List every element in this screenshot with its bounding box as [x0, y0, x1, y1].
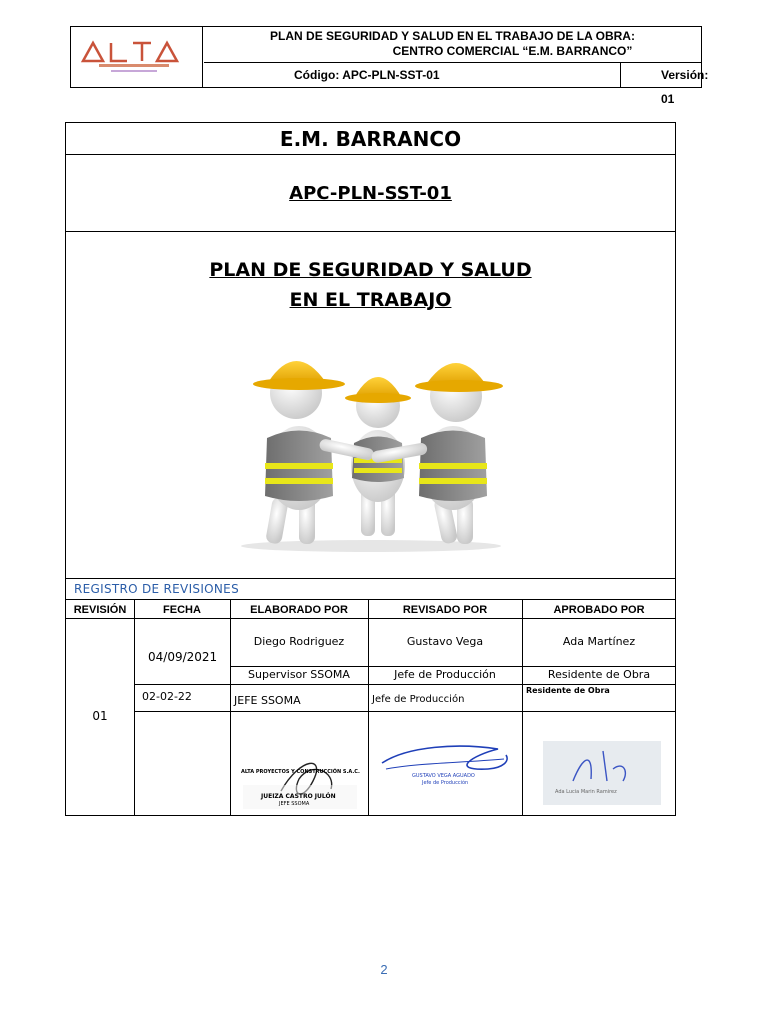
signature-elaborado [241, 751, 359, 811]
grid-line [230, 599, 231, 816]
header-title [204, 27, 701, 63]
company-logo [71, 27, 203, 87]
cover-page [65, 122, 676, 816]
stamp-role: JEFE SSOMA [279, 801, 310, 807]
header-version: Versión: 01 [661, 68, 709, 106]
row1-aprobado-role: Residente de Obra [547, 668, 651, 681]
divider [66, 599, 675, 600]
signature-aprobado [543, 741, 661, 805]
row2-revisado: Jefe de Producción [372, 694, 465, 705]
signature-stamp-icon [543, 741, 661, 805]
header-code: Código: APC-PLN-SST-01 [204, 63, 621, 87]
page-number: 2 [380, 962, 388, 977]
document-header [70, 26, 709, 106]
stamp-company: ALTA PROYECTOS Y CONSTRUCCIÓN S.A.C. [241, 769, 360, 775]
row2-aprobado: Residente de Obra [526, 686, 610, 695]
grid-line [368, 599, 369, 816]
divider [134, 684, 675, 685]
grid-line [522, 599, 523, 816]
stamp-role: Jefe de Producción [422, 780, 469, 786]
row2-fecha: 02-02-22 [142, 690, 192, 703]
revision-number: 01 [92, 709, 108, 723]
stamp-name: Ada Lucia Marin Ramirez [555, 789, 617, 795]
row1-revisado: Gustavo Vega [406, 635, 484, 648]
col-header-fecha: FECHA [163, 604, 201, 616]
col-header-elaborado: ELABORADO POR [250, 604, 348, 616]
alta-logo-icon [71, 27, 201, 87]
company-name: E.M. BARRANCO [279, 127, 462, 151]
divider [66, 618, 675, 619]
divider [66, 578, 675, 579]
row1-revisado-role: Jefe de Producción [394, 668, 496, 681]
stamp-name: GUSTAVO VEGA AGUADO [412, 773, 475, 779]
header-title-line2: CENTRO COMERCIAL “E.M. BARRANCO” [392, 44, 633, 58]
stamp-name: JUEIZA CASTRO JULÓN [261, 793, 336, 800]
row1-elaborado: Diego Rodriguez [253, 635, 345, 648]
worker-left [253, 361, 375, 545]
safety-workers-illustration [221, 338, 521, 553]
row1-fecha: 04/09/2021 [148, 650, 218, 664]
grid-line [134, 599, 135, 816]
revisions-section-title: REGISTRO DE REVISIONES [74, 582, 239, 596]
divider [230, 666, 675, 667]
signature-revisado [378, 741, 518, 791]
header-title-line1: PLAN DE SEGURIDAD Y SALUD EN EL TRABAJO DE LA OBRA: [270, 29, 635, 43]
divider [66, 154, 675, 155]
col-header-aprobado: APROBADO POR [553, 604, 645, 616]
divider [134, 711, 675, 712]
row1-elaborado-role: Supervisor SSOMA [248, 668, 350, 681]
document-code: APC-PLN-SST-01 [289, 183, 452, 204]
plan-title-line1: PLAN DE SEGURIDAD Y SALUD [209, 259, 532, 281]
col-header-revision: REVISIÓN [73, 604, 127, 616]
row1-aprobado: Ada Martínez [562, 635, 636, 648]
row2-elaborado: JEFE SSOMA [234, 694, 301, 707]
plan-title-line2: EN EL TRABAJO [289, 289, 452, 311]
col-header-revisado: REVISADO POR [402, 604, 488, 616]
divider [66, 231, 675, 232]
